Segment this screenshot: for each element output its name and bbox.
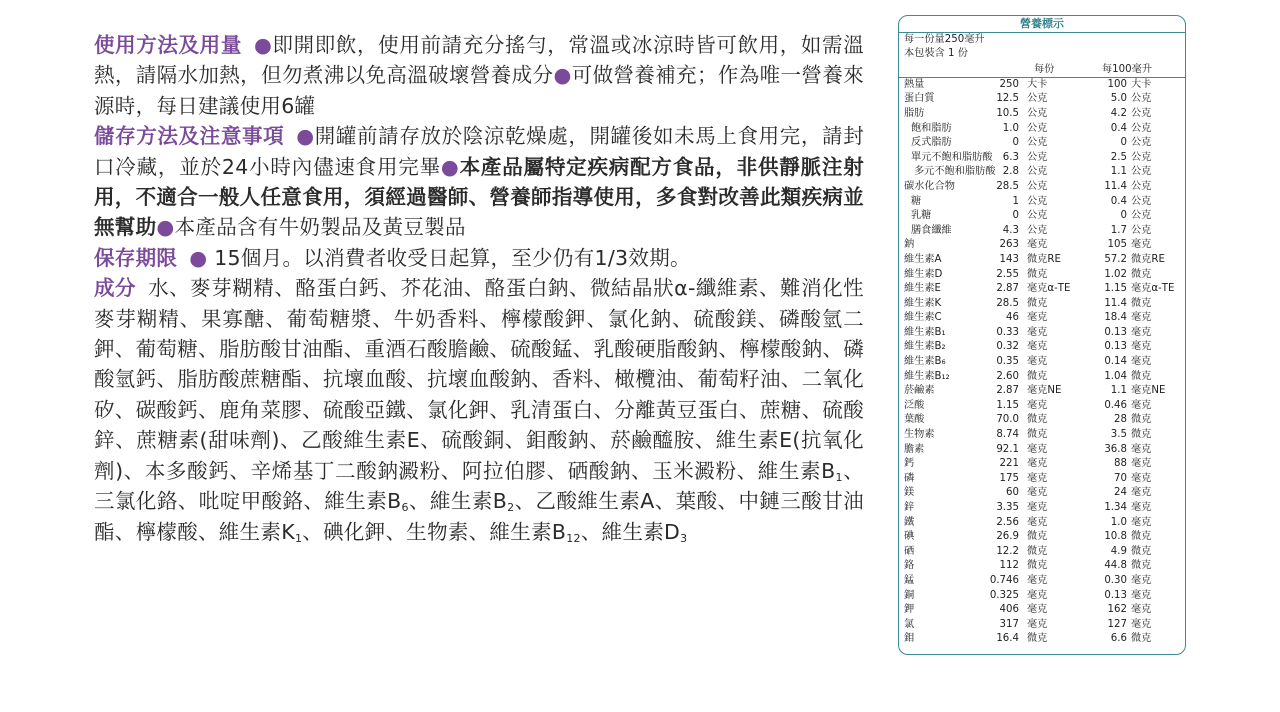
per-100ml-value: 162	[1107, 604, 1127, 616]
nutrition-row	[899, 268, 1185, 283]
per-100ml-unit: 毫克	[1131, 341, 1152, 353]
nutrient-name: 飽和脂肪	[911, 122, 952, 134]
nutrition-rows	[899, 78, 1185, 647]
per-100ml-value: 105	[1107, 239, 1127, 251]
per-serving-value: 2.55	[996, 268, 1019, 280]
per-100ml-unit: 微克	[1131, 414, 1152, 426]
nutrition-row	[899, 282, 1185, 297]
nutrition-row	[899, 559, 1185, 574]
per-100ml-unit: 公克	[1131, 224, 1152, 236]
per-100ml-unit: 公克	[1131, 137, 1152, 149]
per-100ml-value: 11.4	[1104, 297, 1127, 309]
ingredients-text: 、維生素B	[408, 489, 508, 514]
per-serving-value: 1	[1012, 195, 1019, 207]
nutrient-name: 反式脂肪	[911, 137, 952, 149]
nutrition-row	[899, 370, 1185, 385]
nutrition-row	[899, 297, 1185, 312]
per-100ml-unit: 毫克	[1131, 574, 1152, 586]
per-serving-value: 6.3	[1002, 151, 1019, 163]
per-100ml-value: 0.14	[1104, 356, 1127, 368]
per-serving-unit: 毫克	[1027, 472, 1048, 484]
per-100ml-value: 28	[1114, 414, 1127, 426]
per-100ml-value: 0.4	[1110, 195, 1127, 207]
nutrient-name: 維生素E	[904, 283, 941, 295]
nutrition-row	[899, 486, 1185, 501]
per-100ml-unit: 公克	[1131, 166, 1152, 178]
servings-per-package: 本包裝含 1 份	[904, 48, 968, 60]
per-serving-unit: 公克	[1027, 210, 1048, 222]
bullet-icon: ●	[189, 245, 208, 270]
bullet-icon: ●	[553, 63, 572, 88]
nutrition-row	[899, 472, 1185, 487]
per-100ml-unit: 微克	[1131, 633, 1152, 645]
per-serving-value: 250	[999, 78, 1019, 90]
nutrition-row	[899, 545, 1185, 560]
nutrition-row	[899, 618, 1185, 633]
per-serving-value: 317	[999, 618, 1019, 630]
nutrient-name: 維生素B₆	[904, 356, 946, 368]
per-serving-unit: 公克	[1027, 93, 1048, 105]
per-serving-value: 0.325	[989, 589, 1019, 601]
nutrient-name: 鉻	[904, 560, 915, 572]
per-100ml-unit: 微克	[1131, 545, 1152, 557]
nutrition-row	[899, 340, 1185, 355]
nutrient-name: 錳	[904, 574, 915, 586]
per-serving-value: 70.0	[996, 414, 1019, 426]
nutrient-name: 葉酸	[904, 414, 925, 426]
nutrition-row	[899, 92, 1185, 107]
per-100ml-unit: 公克	[1131, 180, 1152, 192]
column-per-100ml: 每100毫升	[1102, 63, 1153, 75]
per-100ml-unit: 微克	[1131, 531, 1152, 543]
per-100ml-unit: 大卡	[1131, 78, 1152, 90]
nutrient-name: 碘	[904, 531, 915, 543]
per-serving-value: 10.5	[996, 107, 1019, 119]
usage-text: 即開即飲，使用前請充分搖勻，常溫或冰涼時皆可飲用，如需溫熱，請隔水加熱，但勿煮沸以免高溫破壞營養成分	[94, 33, 864, 88]
per-100ml-unit: 毫克	[1131, 618, 1152, 630]
nutrition-column-headers	[899, 62, 1185, 78]
nutrition-row	[899, 238, 1185, 253]
ingredients-text: 、三氯化鉻、吡啶甲酸鉻、維生素B	[94, 458, 864, 514]
allergen-text: 本產品含有牛奶製品及黃豆製品	[174, 215, 466, 240]
per-100ml-value: 4.9	[1110, 545, 1127, 557]
per-serving-unit: 公克	[1027, 166, 1048, 178]
per-100ml-value: 1.7	[1110, 224, 1127, 236]
nutrient-name: 鎂	[904, 487, 915, 499]
subscript: 1	[294, 531, 303, 545]
per-serving-unit: 微克	[1027, 370, 1048, 382]
per-100ml-value: 0.13	[1104, 589, 1127, 601]
nutrition-row	[899, 428, 1185, 443]
per-100ml-value: 0	[1120, 210, 1127, 222]
per-serving-unit: 微克	[1027, 545, 1048, 557]
per-serving-unit: 毫克	[1027, 326, 1048, 338]
per-serving-value: 60	[1006, 487, 1019, 499]
shelf-life-text: 15個月。以消費者收受日起算，至少仍有1/3效期。	[214, 245, 691, 270]
subscript: 12	[566, 531, 581, 545]
per-serving-value: 175	[999, 472, 1019, 484]
per-serving-value: 112	[999, 560, 1019, 572]
per-100ml-value: 5.0	[1110, 93, 1127, 105]
per-100ml-value: 4.2	[1110, 107, 1127, 119]
nutrient-name: 維生素D	[904, 268, 943, 280]
per-serving-unit: 微克	[1027, 414, 1048, 426]
per-serving-value: 16.4	[996, 633, 1019, 645]
ingredients-text: 水、麥芽糊精、酪蛋白鈣、芥花油、酪蛋白鈉、微結晶狀α-纖維素、難消化性麥芽糊精、果寡醣、葡萄糖漿、牛奶香料、檸檬酸鉀、氯化鈉、硫酸鎂、磷酸氫二鉀、葡萄糖、脂肪酸甘油酯、重酒石酸膽鹼、硫酸錳、乳酸硬脂酸鈉、檸檬酸鈉、磷酸氫鈣、脂肪酸蔗糖酯、抗壞血酸、抗壞血酸鈉、香料、橄欖油、葡萄籽油、二氧化矽、碳酸鈣、鹿角菜膠、硫酸亞鐵、氯化鉀、乳清蛋白、分離黃豆蛋白、蔗糖、硫酸鋅、蔗糖素(甜味劑)、乙酸維生素E、硫酸銅、鉬酸鈉、菸鹼醯胺、維生素E(抗氧化劑)、本多酸鈣、辛烯基丁二酸鈉澱粉、阿拉伯膠、硒酸鈉、玉米澱粉、維生素B	[94, 276, 864, 483]
per-serving-unit: 毫克	[1027, 604, 1048, 616]
bullet-icon: ●	[253, 33, 273, 57]
per-serving-unit: 毫克	[1027, 341, 1048, 353]
per-100ml-value: 1.0	[1110, 516, 1127, 528]
bullet-icon: ●	[296, 124, 315, 149]
per-serving-unit: 公克	[1027, 107, 1048, 119]
per-100ml-unit: 毫克α-TE	[1131, 283, 1175, 295]
subscript: 1	[835, 470, 843, 484]
per-serving-value: 3.35	[996, 502, 1019, 513]
per-serving-value: 28.5	[996, 180, 1019, 192]
nutrient-name: 維生素K	[904, 297, 942, 309]
per-100ml-value: 3.5	[1110, 429, 1127, 441]
per-100ml-unit: 微克	[1131, 297, 1152, 309]
per-serving-unit: 微克	[1027, 531, 1048, 543]
per-serving-unit: 公克	[1027, 195, 1048, 207]
per-100ml-unit: 毫克	[1131, 487, 1152, 499]
nutrient-name: 維生素B₁	[904, 326, 946, 338]
nutrition-row	[899, 384, 1185, 399]
per-100ml-value: 2.5	[1110, 151, 1127, 163]
per-100ml-value: 0.13	[1104, 341, 1127, 353]
per-100ml-unit: 毫克	[1131, 239, 1152, 251]
nutrient-name: 維生素C	[904, 312, 942, 324]
storage-text: 開罐前請存放於陰涼乾燥處，開罐後如未馬上食用完，請封口冷藏，並於24小時內儘速食用完畢	[94, 124, 864, 179]
per-serving-value: 26.9	[996, 531, 1019, 543]
per-serving-value: 2.87	[996, 283, 1019, 295]
nutrition-row	[899, 253, 1185, 268]
nutrient-name: 磷	[904, 472, 915, 484]
shelf-life-heading: 保存期限	[94, 245, 178, 270]
per-serving-value: 1.15	[996, 399, 1019, 411]
nutrition-row	[899, 209, 1185, 224]
per-serving-unit: 毫克	[1027, 487, 1048, 499]
per-serving-unit: 公克	[1027, 137, 1048, 149]
nutrient-name: 硒	[904, 545, 915, 557]
ingredients-text: 、維生素D	[580, 519, 681, 544]
per-100ml-unit: 毫克	[1131, 589, 1152, 601]
ingredients-heading: 成分	[94, 276, 137, 301]
per-100ml-unit: 微克RE	[1131, 253, 1165, 265]
per-serving-value: 2.60	[996, 370, 1019, 382]
nutrient-name: 糖	[911, 195, 922, 207]
nutrition-row	[899, 399, 1185, 414]
per-100ml-unit: 微克	[1131, 429, 1152, 441]
nutrient-name: 維生素A	[904, 253, 942, 265]
per-serving-value: 0	[1012, 210, 1019, 222]
per-100ml-value: 24	[1114, 487, 1127, 499]
nutrient-name: 多元不飽和脂肪酸	[914, 166, 996, 178]
subscript: 2	[507, 501, 515, 515]
per-100ml-unit: 毫克NE	[1131, 385, 1166, 397]
nutrient-name: 鈣	[904, 458, 915, 470]
nutrient-name: 脂肪	[904, 107, 925, 119]
per-100ml-value: 1.02	[1104, 268, 1127, 280]
per-serving-unit: 毫克	[1027, 589, 1048, 601]
nutrient-name: 膳食纖維	[911, 224, 952, 236]
per-100ml-unit: 公克	[1131, 151, 1152, 163]
nutrition-row	[899, 589, 1185, 604]
nutrient-name: 熱量	[904, 78, 925, 90]
nutrition-row	[899, 151, 1185, 166]
product-description	[94, 30, 864, 547]
nutrient-name: 生物素	[904, 429, 935, 441]
per-serving-value: 221	[999, 458, 1019, 470]
per-serving-unit: 微克	[1027, 297, 1048, 309]
per-serving-unit: 公克	[1027, 151, 1048, 163]
per-serving-unit: 毫克NE	[1027, 385, 1062, 397]
usage-text-2: 可做營養補充；作為唯一營養來源時，每日建議使用6罐	[94, 63, 865, 118]
per-100ml-unit: 毫克	[1131, 458, 1152, 470]
ingredients-text: 、碘化鉀、生物素、維生素B	[302, 519, 567, 544]
per-100ml-value: 1.15	[1104, 283, 1127, 295]
nutrition-row	[899, 224, 1185, 239]
nutrition-row	[899, 632, 1185, 647]
nutrition-row	[899, 122, 1185, 137]
nutrition-title: 營養標示	[899, 16, 1185, 33]
usage-paragraph	[94, 30, 864, 121]
serving-size: 每一份量250毫升	[904, 34, 985, 45]
per-serving-unit: 毫克	[1027, 356, 1048, 368]
usage-heading: 使用方法及用量	[94, 33, 242, 57]
per-serving-value: 0.746	[989, 574, 1019, 586]
per-serving-value: 0.33	[996, 326, 1019, 338]
per-100ml-value: 0.13	[1104, 326, 1127, 338]
per-100ml-unit: 毫克	[1131, 516, 1152, 528]
storage-warning: 本產品屬特定疾病配方食品，非供靜脈注射用，不適合一般人任意食用，須經過醫師、營養師指導使用，多食對改善此類疾病並無幫助	[94, 154, 865, 240]
per-100ml-value: 0.46	[1104, 399, 1127, 411]
nutrient-name: 維生素B₁₂	[904, 370, 950, 382]
subscript: 3	[680, 531, 688, 545]
per-100ml-value: 36.8	[1104, 443, 1127, 455]
nutrient-name: 碳水化合物	[904, 180, 955, 192]
per-100ml-unit: 毫克	[1131, 604, 1152, 616]
per-100ml-value: 0.30	[1104, 574, 1127, 586]
nutrition-row	[899, 574, 1185, 589]
nutrient-name: 乳糖	[911, 210, 932, 222]
per-100ml-unit: 毫克	[1131, 326, 1152, 338]
nutrient-name: 蛋白質	[904, 93, 935, 105]
nutrient-name: 泛酸	[904, 399, 925, 411]
per-100ml-value: 10.8	[1104, 531, 1127, 543]
per-100ml-unit: 公克	[1131, 195, 1152, 207]
nutrition-row	[899, 78, 1185, 93]
nutrient-name: 鉀	[904, 604, 915, 616]
per-serving-unit: 微克	[1027, 268, 1048, 280]
nutrition-facts-panel	[898, 15, 1186, 655]
per-100ml-unit: 毫克	[1131, 443, 1152, 455]
nutrient-name: 鋅	[904, 502, 915, 513]
nutrition-row	[899, 530, 1185, 545]
ingredients-paragraph	[94, 273, 864, 547]
per-100ml-value: 88	[1114, 458, 1127, 470]
per-serving-unit: 毫克	[1027, 516, 1048, 528]
per-100ml-value: 6.6	[1110, 633, 1127, 645]
per-serving-unit: 毫克	[1027, 312, 1048, 324]
per-serving-value: 12.5	[996, 93, 1019, 105]
shelf-life-paragraph	[94, 243, 864, 273]
per-100ml-value: 1.1	[1110, 166, 1127, 178]
nutrition-row	[899, 457, 1185, 472]
per-serving-unit: 毫克α-TE	[1027, 283, 1071, 295]
ingredients-text: 、乙酸維生素A、葉酸、中鏈三酸甘油酯、檸檬酸、維生素K	[94, 489, 864, 544]
nutrient-name: 銅	[904, 589, 915, 601]
per-serving-unit: 毫克	[1027, 574, 1048, 586]
per-100ml-value: 127	[1107, 618, 1127, 630]
nutrient-name: 氯	[904, 618, 915, 630]
per-100ml-value: 1.34	[1104, 502, 1127, 513]
per-serving-unit: 毫克	[1027, 502, 1048, 513]
bullet-icon: ●	[440, 154, 460, 179]
per-serving-unit: 公克	[1027, 224, 1048, 236]
nutrition-row	[899, 516, 1185, 531]
per-serving-value: 92.1	[996, 443, 1019, 455]
per-serving-value: 0.32	[996, 341, 1019, 353]
per-serving-value: 143	[999, 253, 1019, 265]
nutrient-name: 單元不飽和脂肪酸	[911, 151, 993, 163]
nutrient-name: 菸鹼素	[904, 385, 935, 397]
per-serving-value: 4.3	[1002, 224, 1019, 236]
per-serving-value: 263	[999, 239, 1019, 251]
per-serving-unit: 公克	[1027, 122, 1048, 134]
per-serving-unit: 微克	[1027, 633, 1048, 645]
per-100ml-unit: 毫克	[1131, 356, 1152, 368]
per-100ml-unit: 微克	[1131, 370, 1152, 382]
nutrition-row	[899, 413, 1185, 428]
per-serving-value: 12.2	[996, 545, 1019, 557]
nutrition-row	[899, 136, 1185, 151]
storage-paragraph	[94, 121, 864, 243]
nutrition-row	[899, 195, 1185, 210]
per-serving-value: 8.74	[996, 429, 1019, 441]
per-serving-unit: 微克RE	[1027, 253, 1061, 265]
per-serving-unit: 毫克	[1027, 443, 1048, 455]
per-100ml-value: 44.8	[1104, 560, 1127, 572]
per-100ml-value: 0	[1120, 137, 1127, 149]
nutrition-row	[899, 311, 1185, 326]
per-100ml-value: 70	[1114, 472, 1127, 484]
per-serving-value: 46	[1006, 312, 1019, 324]
nutrition-row	[899, 326, 1185, 341]
nutrition-row	[899, 501, 1185, 516]
per-serving-unit: 微克	[1027, 560, 1048, 572]
bullet-icon: ●	[156, 215, 175, 240]
per-serving-unit: 公克	[1027, 180, 1048, 192]
nutrition-row	[899, 355, 1185, 370]
nutrition-row	[899, 603, 1185, 618]
nutrition-row	[899, 443, 1185, 458]
per-100ml-unit: 毫克	[1131, 472, 1152, 484]
per-100ml-value: 1.1	[1110, 385, 1127, 397]
per-serving-value: 2.8	[1002, 166, 1019, 178]
per-100ml-unit: 毫克	[1131, 399, 1152, 411]
per-serving-unit: 微克	[1027, 429, 1048, 441]
nutrient-name: 鈉	[904, 239, 915, 251]
storage-heading: 儲存方法及注意事項	[94, 124, 285, 149]
per-100ml-unit: 微克	[1131, 560, 1152, 572]
per-serving-value: 1.0	[1002, 122, 1019, 134]
per-100ml-unit: 公克	[1131, 93, 1152, 105]
per-serving-value: 28.5	[996, 297, 1019, 309]
per-serving-unit: 毫克	[1027, 458, 1048, 470]
nutrition-row	[899, 107, 1185, 122]
per-100ml-value: 18.4	[1104, 312, 1127, 324]
nutrient-name: 維生素B₂	[904, 341, 946, 353]
per-100ml-value: 11.4	[1104, 180, 1127, 192]
per-serving-value: 2.87	[996, 385, 1019, 397]
per-serving-value: 0	[1012, 137, 1019, 149]
per-serving-value: 406	[999, 604, 1019, 616]
per-100ml-value: 1.04	[1104, 370, 1127, 382]
per-100ml-value: 100	[1107, 78, 1127, 90]
per-serving-unit: 毫克	[1027, 239, 1048, 251]
per-serving-value: 0.35	[996, 356, 1019, 368]
nutrient-name: 鐵	[904, 516, 915, 528]
per-serving-unit: 毫克	[1027, 399, 1048, 411]
per-100ml-unit: 微克	[1131, 268, 1152, 280]
nutrition-row	[899, 180, 1185, 195]
per-serving-unit: 大卡	[1027, 78, 1048, 90]
nutrition-row	[899, 165, 1185, 180]
per-serving-value: 2.56	[996, 516, 1019, 528]
per-serving-unit: 毫克	[1027, 618, 1048, 630]
per-100ml-unit: 公克	[1131, 122, 1152, 134]
nutrient-name: 膽素	[904, 443, 925, 455]
per-100ml-value: 57.2	[1104, 253, 1127, 265]
per-100ml-value: 0.4	[1110, 122, 1127, 134]
per-100ml-unit: 公克	[1131, 210, 1152, 222]
column-per-serving: 每份	[1034, 63, 1055, 75]
per-100ml-unit: 毫克	[1131, 502, 1152, 513]
subscript: 6	[401, 501, 409, 515]
nutrient-name: 鉬	[904, 633, 915, 645]
per-100ml-unit: 公克	[1131, 107, 1152, 119]
per-100ml-unit: 毫克	[1131, 312, 1152, 324]
